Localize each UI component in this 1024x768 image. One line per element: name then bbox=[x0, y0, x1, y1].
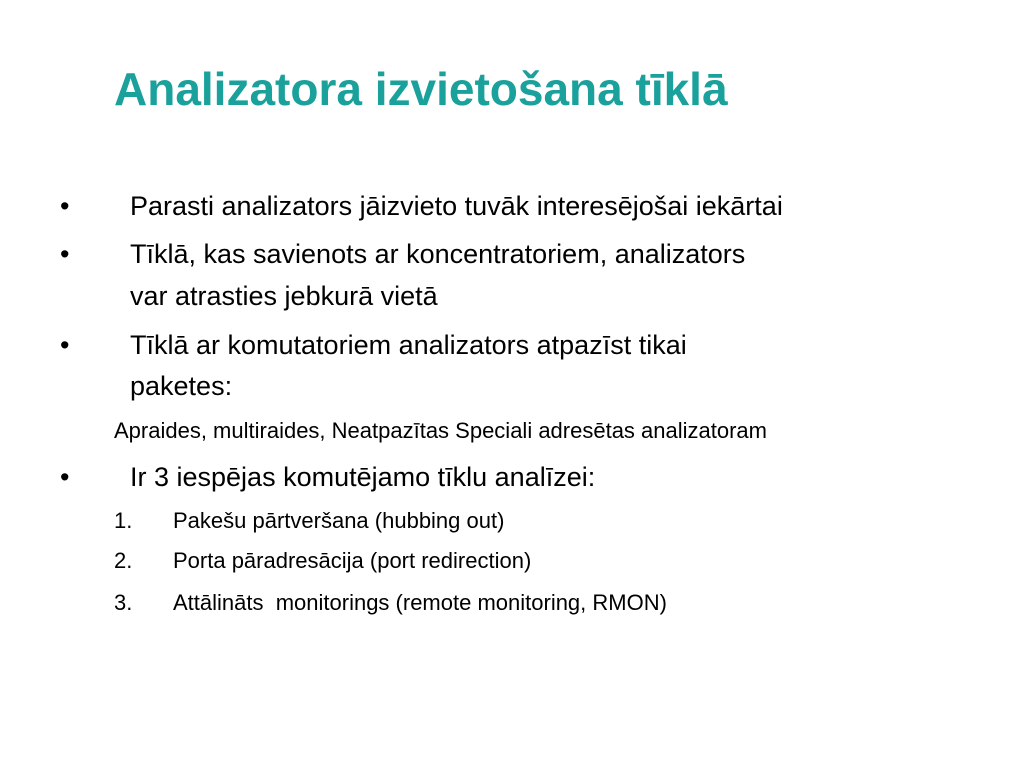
numbered-item-text: Attālināts monitorings (remote monitoring, RMON) bbox=[173, 590, 667, 615]
bullet-text-continuation: var atrasties jebkurā vietā bbox=[130, 281, 438, 311]
bullet-text: Parasti analizators jāizvieto tuvāk interesējošai iekārtai bbox=[130, 191, 783, 221]
bullet-text: Tīklā ar komutatoriem analizators atpazīst tikai bbox=[130, 330, 687, 360]
bullet-marker: • bbox=[60, 462, 70, 492]
bullet-text-continuation: paketes: bbox=[130, 371, 233, 401]
bullet-marker: • bbox=[60, 330, 70, 360]
bullet-marker: • bbox=[60, 239, 70, 269]
numbered-item-number: 3. bbox=[114, 590, 133, 615]
numbered-item-text: Pakešu pārtveršana (hubbing out) bbox=[173, 508, 505, 533]
bullet-text: Ir 3 iespējas komutējamo tīklu analīzei: bbox=[130, 462, 596, 492]
numbered-item-number: 2. bbox=[114, 548, 133, 573]
bullet-text: Tīklā, kas savienots ar koncentratoriem, analizators bbox=[130, 239, 746, 269]
slide-title: Analizatora izvietošana tīklā bbox=[114, 63, 728, 115]
bullet-marker: • bbox=[60, 191, 70, 221]
numbered-item-number: 1. bbox=[114, 508, 133, 533]
numbered-item-text: Porta pāradresācija (port redirection) bbox=[173, 548, 532, 573]
sub-item-text: Apraides, multiraides, Neatpazītas Speciali adresētas analizatoram bbox=[114, 418, 767, 443]
